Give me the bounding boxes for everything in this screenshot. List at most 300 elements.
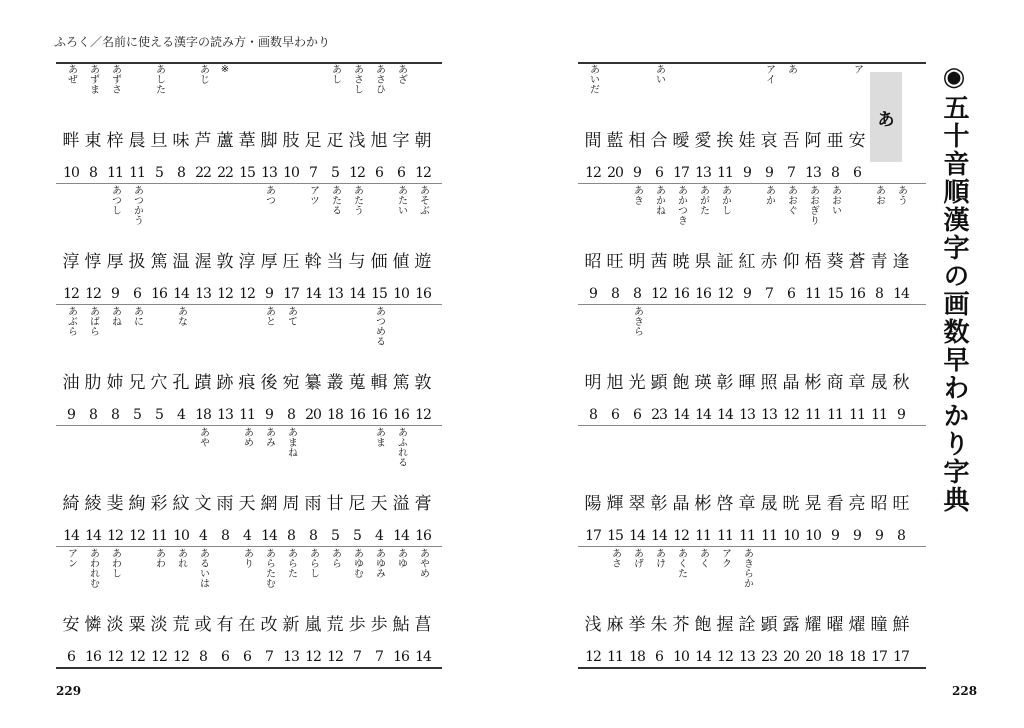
kanji-char: 詮 [738,615,756,635]
kanji-entry [412,185,434,307]
stroke-count: 5 [331,165,339,181]
reading-cell [808,185,819,243]
reading-cell [874,185,885,243]
kanji-char: 陽 [584,494,602,514]
reading-text: あ [785,64,797,74]
stroke-count: 6 [787,286,795,302]
kanji-char: 看 [826,494,844,514]
kanji-entry [626,548,648,670]
stroke-count: 9 [265,286,273,302]
kanji-char: 蘆 [216,131,234,151]
right-page [512,0,1024,728]
stroke-count: 12 [415,407,431,423]
kanji-char: 甘 [326,494,344,514]
stroke-count: 5 [133,407,141,423]
reading-cell [88,548,99,606]
kanji-entry [626,185,648,307]
kanji-char: 燿 [848,615,866,635]
kanji-char: 晨 [128,131,146,151]
reading-text: アツ [307,185,319,205]
reading-text: あみ [263,427,275,447]
stroke-count: 4 [243,528,251,544]
row-divider [578,546,926,547]
kanji-char: 梧 [804,252,822,272]
reading-text: あつかう [131,185,143,225]
table-bottom-rule [56,667,442,669]
reading-text: あま [373,427,385,447]
reading-text: あまね [285,427,297,457]
kanji-entry [368,185,390,307]
stroke-count: 8 [287,407,295,423]
kanji-entry [324,548,346,670]
kanji-char: 曜 [826,615,844,635]
kanji-entry [126,427,148,549]
reading-cell [396,548,407,606]
stroke-count: 6 [397,165,405,181]
kanji-char: 扱 [128,252,146,272]
reading-text: あさひ [373,64,385,94]
kanji-char: 浅 [584,615,602,635]
reading-text: あさ [609,548,621,568]
kanji-char: 瑛 [694,373,712,393]
stroke-count: 22 [217,165,233,181]
reading-text: あやめ [417,548,429,578]
row-divider [578,183,926,184]
kanji-char: 間 [584,131,602,151]
stroke-count: 6 [221,649,229,665]
kanji-char: 値 [392,252,410,272]
reading-text: あずさ [109,64,121,94]
kanji-char: 尼 [348,494,366,514]
stroke-count: 12 [107,649,123,665]
reading-cell [286,427,297,485]
kanji-char: 菖 [414,615,432,635]
stroke-count: 8 [177,165,185,181]
row-divider [56,546,442,547]
stroke-count: 11 [827,407,843,423]
reading-text: あつし [109,185,121,215]
stroke-count: 6 [655,165,663,181]
stroke-count: 12 [349,165,365,181]
reading-text: あきら [631,306,643,336]
reading-cell [588,64,599,122]
reading-cell [764,185,775,243]
reading-cell [264,548,275,606]
table-block [582,185,912,307]
kanji-char: 歩 [370,615,388,635]
kanji-char: 芦 [194,131,212,151]
kanji-entry [780,306,802,428]
kanji-char: 雨 [216,494,234,514]
kanji-entry [214,548,236,670]
kanji-char: 惇 [84,252,102,272]
stroke-count: 9 [853,528,861,544]
kanji-char: 膏 [414,494,432,514]
kanji-entry [582,306,604,428]
kanji-entry [802,185,824,307]
reading-text: あゆ [395,548,407,568]
stroke-count: 8 [633,286,641,302]
kanji-char: 暁 [672,252,690,272]
kanji-char: 在 [238,615,256,635]
kanji-char: 渥 [194,252,212,272]
kanji-entry [346,306,368,428]
stroke-count: 4 [199,528,207,544]
kanji-entry [104,548,126,670]
kanji-entry [714,306,736,428]
stroke-count: 9 [265,407,273,423]
page-number-right: 228 [952,684,978,698]
kanji-entry [82,548,104,670]
reading-cell [330,185,341,243]
reading-cell [176,306,187,364]
kanji-entry [846,64,868,186]
kanji-char: 文 [194,494,212,514]
kanji-char: 当 [326,252,344,272]
stroke-count: 22 [195,165,211,181]
stroke-count: 13 [695,165,711,181]
kanji-entry [824,306,846,428]
stroke-count: 14 [261,528,277,544]
kanji-entry [148,185,170,307]
kanji-char: 淡 [150,615,168,635]
kanji-entry [280,64,302,186]
kanji-char: 宛 [282,373,300,393]
kanji-char: 後 [260,373,278,393]
kanji-char: 脚 [260,131,278,151]
stroke-count: 9 [633,165,641,181]
reading-text: あめ [241,427,253,447]
kanji-char: 篤 [392,373,410,393]
stroke-count: 7 [765,286,773,302]
kanji-entry [280,548,302,670]
kanji-entry [780,185,802,307]
stroke-count: 7 [787,165,795,181]
kanji-char: 荒 [172,615,190,635]
kanji-entry [758,64,780,186]
reading-cell [66,64,77,122]
kanji-entry [60,185,82,307]
stroke-count: 8 [875,286,883,302]
kanji-char: 鮮 [892,615,910,635]
kanji-char: 蹟 [194,373,212,393]
kanji-char: 芥 [672,615,690,635]
stroke-count: 12 [305,649,321,665]
reading-text: あお [873,185,885,205]
reading-cell [66,306,77,364]
reading-cell [632,185,643,243]
stroke-count: 8 [611,286,619,302]
kanji-char: 梓 [106,131,124,151]
reading-cell [742,548,753,606]
table-block [582,306,912,428]
kanji-char: 啓 [716,494,734,514]
kanji-entry [758,306,780,428]
reading-cell [676,185,687,243]
reading-text: あか [763,185,775,205]
reading-text: あね [109,306,121,326]
reading-text: あゆむ [351,548,363,578]
kanji-char: 朝 [414,131,432,151]
reading-cell [830,185,841,243]
kanji-char: 晟 [760,494,778,514]
kanji-char: 耀 [804,615,822,635]
table-block [582,64,868,186]
reading-text: あけ [653,548,665,568]
stroke-count: 15 [371,286,387,302]
kanji-entry [670,64,692,186]
kanji-char: 圧 [282,252,300,272]
kanji-entry [346,427,368,549]
stroke-count: 14 [349,286,365,302]
kanji-entry [868,306,890,428]
kanji-char: 旭 [606,373,624,393]
kanji-entry [302,427,324,549]
kanji-char: 肋 [84,373,102,393]
kanji-char: 相 [628,131,646,151]
reading-cell [198,64,209,122]
kanji-entry [302,64,324,186]
kanji-char: 輯 [370,373,388,393]
kanji-char: 青 [870,252,888,272]
stroke-count: 12 [717,286,733,302]
reading-text: あう [895,185,907,205]
stroke-count: 9 [589,286,597,302]
reading-cell [764,64,775,122]
kanji-char: 葵 [826,252,844,272]
kanji-char: 秋 [892,373,910,393]
kanji-entry [824,185,846,307]
reading-text: あわし [109,548,121,578]
kanji-char: 網 [260,494,278,514]
reading-cell [654,548,665,606]
kanji-entry [824,548,846,670]
kanji-char: 赤 [760,252,778,272]
stroke-count: 10 [783,528,799,544]
kanji-entry [412,548,434,670]
kanji-char: 安 [848,131,866,151]
kanji-entry [236,548,258,670]
reading-text: あるいは [197,548,209,588]
kanji-char: 挨 [716,131,734,151]
kanji-entry [758,427,780,549]
table-block [60,427,434,549]
kanji-entry [780,64,802,186]
reading-cell [352,64,363,122]
kanji-char: 合 [650,131,668,151]
stroke-count: 14 [651,528,667,544]
kanji-entry [890,306,912,428]
reading-text: あかし [719,185,731,215]
reading-cell [698,185,709,243]
reading-text: あげ [631,548,643,568]
stroke-count: 20 [305,407,321,423]
kanji-char: 顕 [760,615,778,635]
kanji-entry [890,185,912,307]
kanji-char: 彰 [716,373,734,393]
reading-text: アイ [763,64,775,84]
kanji-char: 嵐 [304,615,322,635]
kanji-entry [780,427,802,549]
stroke-count: 16 [849,286,865,302]
kanji-entry [714,185,736,307]
kanji-entry [868,185,890,307]
reading-cell [154,64,165,122]
kanji-entry [582,185,604,307]
reading-cell [132,185,143,243]
kanji-entry [846,548,868,670]
kanji-char: 雨 [304,494,322,514]
table-bottom-rule [578,667,926,669]
stroke-count: 16 [85,649,101,665]
kanji-entry [390,548,412,670]
stroke-count: 14 [695,407,711,423]
kanji-char: 纂 [304,373,322,393]
stroke-count: 17 [585,528,601,544]
kanji-char: 肢 [282,131,300,151]
stroke-count: 13 [217,407,233,423]
reading-cell [374,306,385,364]
reading-cell [198,548,209,606]
kanji-char: 旭 [370,131,388,151]
kanji-char: 東 [84,131,102,151]
kanji-char: 輝 [606,494,624,514]
kanji-char: 温 [172,252,190,272]
reading-text: あつ [263,185,275,205]
kanji-entry [324,427,346,549]
stroke-count: 10 [63,165,79,181]
stroke-count: 14 [629,528,645,544]
kanji-entry [148,306,170,428]
kanji-char: 旦 [150,131,168,151]
kanji-char: 遊 [414,252,432,272]
kanji-entry [692,185,714,307]
kanji-char: 天 [370,494,388,514]
kanji-char: 暉 [738,373,756,393]
table-block [60,306,434,428]
stroke-count: 11 [805,407,821,423]
kanji-char: 歩 [348,615,366,635]
row-divider [56,183,442,184]
kanji-char: 娃 [738,131,756,151]
reading-cell [264,427,275,485]
reading-text: あがた [697,185,709,215]
reading-cell [632,548,643,606]
reading-cell [374,64,385,122]
reading-text: あゆみ [373,548,385,578]
stroke-count: 7 [375,649,383,665]
kanji-char: 兄 [128,373,146,393]
reading-text: あおい [829,185,841,215]
kanji-entry [824,64,846,186]
kanji-char: 晶 [782,373,800,393]
kanji-entry [368,306,390,428]
reading-cell [330,548,341,606]
reading-text: アク [719,548,731,568]
kanji-entry [604,185,626,307]
kanji-entry [736,306,758,428]
stroke-count: 10 [673,649,689,665]
stroke-count: 13 [327,286,343,302]
kanji-entry [346,64,368,186]
reading-text: あした [153,64,165,94]
kanji-char: 穴 [150,373,168,393]
reading-cell [720,185,731,243]
side-title: ◉五十音順漢字の画数早わかり字典 [939,62,969,514]
kanji-entry [170,306,192,428]
stroke-count: 11 [761,528,777,544]
kanji-char: 鮎 [392,615,410,635]
stroke-count: 13 [283,649,299,665]
reading-cell [286,548,297,606]
kanji-char: 飽 [694,615,712,635]
kanji-char: 与 [348,252,366,272]
reading-cell [154,548,165,606]
stroke-count: 16 [415,528,431,544]
kanji-entry [802,64,824,186]
kanji-char: 逢 [892,252,910,272]
kanji-entry [368,548,390,670]
running-header: ふろく／名前に使える漢字の読み方・画数早わかり [54,35,331,49]
kanji-entry [258,185,280,307]
kanji-char: 商 [826,373,844,393]
reading-cell [110,548,121,606]
reading-cell [698,548,709,606]
stroke-count: 9 [743,286,751,302]
kanji-char: 字 [392,131,410,151]
stroke-count: 8 [897,528,905,544]
stroke-count: 12 [151,649,167,665]
stroke-count: 5 [155,407,163,423]
kanji-entry [82,64,104,186]
stroke-count: 9 [875,528,883,544]
kanji-entry [604,64,626,186]
stroke-count: 8 [89,407,97,423]
kanji-char: 油 [62,373,80,393]
kanji-char: 味 [172,131,190,151]
reading-cell [418,185,429,243]
reading-cell [286,306,297,364]
kanji-entry [126,185,148,307]
kanji-char: 紅 [738,252,756,272]
kanji-entry [604,548,626,670]
reading-text: ア [851,64,863,74]
kanji-char: 姉 [106,373,124,393]
kanji-char: 晶 [672,494,690,514]
kanji-entry [104,185,126,307]
kanji-char: 亮 [848,494,866,514]
kanji-char: 藍 [606,131,624,151]
kanji-entry [714,548,736,670]
reading-text: あたる [329,185,341,215]
kanji-entry [670,185,692,307]
stroke-count: 12 [673,528,689,544]
reading-text: あいだ [587,64,599,94]
stroke-count: 14 [717,407,733,423]
kanji-char: 斡 [304,252,322,272]
kanji-entry [604,306,626,428]
reading-text: あらし [307,548,319,578]
stroke-count: 12 [217,286,233,302]
kanji-entry [670,548,692,670]
kanji-entry [148,548,170,670]
kanji-char: 彬 [804,373,822,393]
stroke-count: 23 [761,649,777,665]
reading-text: あふれる [395,427,407,467]
kanji-entry [258,306,280,428]
reading-cell [374,427,385,485]
kanji-entry [412,306,434,428]
